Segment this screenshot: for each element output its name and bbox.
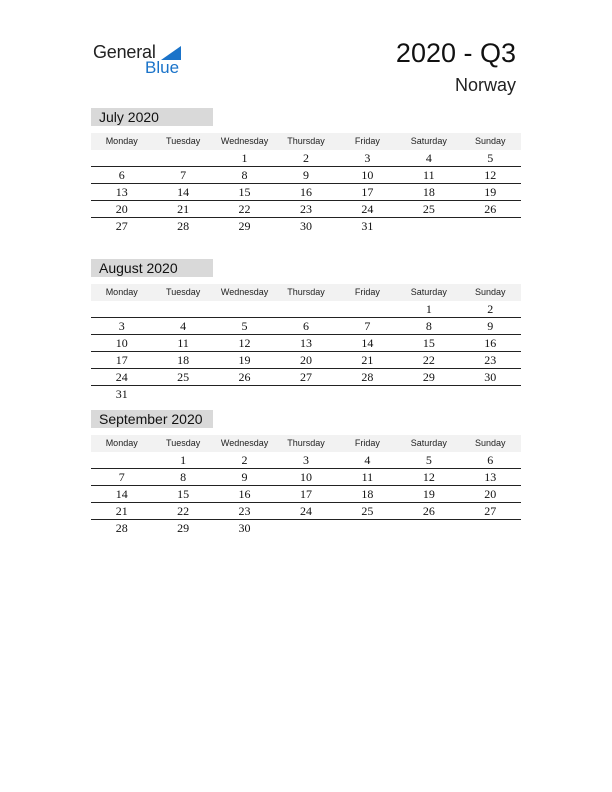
day-cell: 3	[364, 151, 371, 165]
day-cell: 4	[364, 453, 371, 467]
weekday-label: Tuesday	[166, 438, 201, 448]
day-cell: 22	[177, 504, 190, 518]
day-cell: 20	[484, 487, 497, 501]
day-cell: 13	[484, 470, 497, 484]
day-cell: 10	[299, 470, 312, 484]
day-cell: 2	[487, 302, 494, 316]
day-cell: 28	[115, 521, 128, 535]
week-row	[91, 318, 521, 335]
day-cell	[152, 386, 213, 402]
day-cell: 17	[299, 487, 312, 501]
day-cell: 10	[115, 336, 128, 350]
day-cell: 29	[238, 219, 251, 233]
day-cell: 17	[361, 185, 374, 199]
weekday-label: Tuesday	[166, 136, 201, 146]
day-cell: 23	[484, 353, 497, 367]
week-row	[91, 369, 521, 386]
day-cell: 15	[238, 185, 251, 199]
day-cell: 22	[422, 353, 435, 367]
day-cell: 12	[484, 168, 497, 182]
week-row	[91, 301, 521, 318]
day-cell: 21	[177, 202, 190, 216]
day-cell: 3	[118, 319, 125, 333]
day-cell: 25	[422, 202, 435, 216]
week-row	[91, 469, 521, 486]
day-cell: 5	[425, 453, 432, 467]
logo-text-blue: Blue	[145, 58, 180, 77]
week-row	[91, 352, 521, 369]
week-row	[91, 486, 521, 503]
month-name: July 2020	[91, 108, 213, 126]
weekday-label: Friday	[354, 438, 380, 448]
day-cell: 2	[302, 151, 309, 165]
weekday-label: Wednesday	[220, 287, 269, 297]
week-row	[91, 520, 521, 536]
weekday-label: Sunday	[474, 438, 506, 448]
day-cell: 12	[238, 336, 251, 350]
day-cell: 31	[361, 219, 374, 233]
day-cell: 12	[422, 470, 435, 484]
day-cell: 27	[484, 504, 497, 518]
day-cell	[152, 301, 213, 317]
weekday-header-row	[91, 435, 521, 452]
day-cell: 8	[425, 319, 432, 333]
weekday-label: Saturday	[410, 438, 447, 448]
day-cell: 22	[238, 202, 251, 216]
day-cell	[275, 386, 336, 402]
day-cell: 21	[361, 353, 374, 367]
day-cell: 11	[177, 336, 189, 350]
country-label: Norway	[454, 75, 516, 95]
day-cell: 1	[425, 302, 432, 316]
day-cell: 13	[115, 185, 128, 199]
day-cell: 18	[422, 185, 435, 199]
day-cell: 16	[484, 336, 497, 350]
day-cell: 25	[361, 504, 374, 518]
weekday-label: Tuesday	[166, 287, 201, 297]
day-cell: 11	[361, 470, 374, 484]
month-calendar	[91, 108, 521, 234]
weekday-label: Thursday	[287, 438, 325, 448]
day-cell: 14	[115, 487, 128, 501]
day-cell: 10	[361, 168, 374, 182]
day-cell	[275, 301, 336, 317]
day-cell: 19	[422, 487, 435, 501]
day-cell: 17	[115, 353, 128, 367]
weekday-label: Monday	[105, 136, 138, 146]
weekday-header-row	[91, 133, 521, 150]
day-cell: 28	[361, 370, 374, 384]
day-cell: 25	[177, 370, 190, 384]
day-cell: 20	[299, 353, 312, 367]
week-row	[91, 503, 521, 520]
day-cell: 16	[238, 487, 251, 501]
week-row	[91, 184, 521, 201]
day-cell: 13	[299, 336, 312, 350]
day-cell: 24	[115, 370, 128, 384]
day-cell: 7	[364, 319, 371, 333]
day-cell	[460, 218, 521, 234]
day-cell: 27	[115, 219, 128, 233]
day-cell: 26	[422, 504, 435, 518]
weekday-label: Wednesday	[220, 438, 269, 448]
day-cell: 30	[299, 219, 312, 233]
day-cell: 18	[177, 353, 190, 367]
day-cell: 20	[115, 202, 128, 216]
weekday-label: Thursday	[287, 287, 325, 297]
day-cell: 6	[302, 319, 309, 333]
week-row	[91, 386, 521, 402]
weekday-label: Friday	[354, 287, 380, 297]
day-cell: 1	[241, 151, 248, 165]
day-cell: 26	[484, 202, 497, 216]
day-cell: 9	[241, 470, 248, 484]
day-cell: 7	[180, 168, 187, 182]
day-cell: 28	[177, 219, 190, 233]
week-row	[91, 201, 521, 218]
weekday-label: Monday	[105, 438, 138, 448]
day-cell	[460, 386, 521, 402]
week-row	[91, 335, 521, 352]
day-cell	[152, 150, 213, 166]
day-cell	[214, 301, 275, 317]
day-cell	[337, 520, 398, 536]
day-cell: 15	[177, 487, 190, 501]
day-cell	[91, 301, 152, 317]
day-cell	[91, 150, 152, 166]
day-cell: 7	[118, 470, 125, 484]
day-cell	[214, 386, 275, 402]
weekday-label: Saturday	[410, 287, 447, 297]
week-row	[91, 167, 521, 184]
weekday-label: Monday	[105, 287, 138, 297]
day-cell: 6	[487, 453, 494, 467]
month-calendar	[91, 410, 521, 536]
day-cell: 1	[180, 453, 187, 467]
weekday-label: Sunday	[474, 287, 506, 297]
week-row	[91, 218, 521, 234]
day-cell: 8	[180, 470, 187, 484]
day-cell: 29	[422, 370, 435, 384]
day-cell: 9	[487, 319, 494, 333]
day-cell: 3	[302, 453, 309, 467]
page-title: 2020 - Q3	[395, 38, 516, 68]
day-cell: 5	[487, 151, 494, 165]
day-cell: 31	[115, 387, 128, 401]
day-cell: 6	[118, 168, 125, 182]
day-cell: 4	[425, 151, 432, 165]
day-cell: 16	[299, 185, 312, 199]
month-name: August 2020	[91, 259, 213, 277]
day-cell: 14	[361, 336, 374, 350]
day-cell	[398, 520, 459, 536]
logo-text-general: General	[93, 42, 156, 62]
day-cell: 19	[484, 185, 497, 199]
day-cell	[398, 386, 459, 402]
generalblue-logo	[93, 42, 193, 78]
day-cell: 27	[299, 370, 312, 384]
weekday-label: Friday	[354, 136, 380, 146]
day-cell	[460, 520, 521, 536]
week-row	[91, 452, 521, 469]
day-cell: 2	[241, 453, 248, 467]
weekday-label: Thursday	[287, 136, 325, 146]
day-cell: 11	[423, 168, 435, 182]
day-cell: 8	[241, 168, 248, 182]
day-cell: 5	[241, 319, 248, 333]
day-cell: 18	[361, 487, 374, 501]
day-cell	[337, 301, 398, 317]
day-cell: 23	[238, 504, 251, 518]
day-cell	[91, 452, 152, 468]
day-cell: 15	[422, 336, 435, 350]
day-cell: 9	[302, 168, 309, 182]
weekday-label: Wednesday	[220, 136, 269, 146]
day-cell	[275, 520, 336, 536]
month-name: September 2020	[91, 410, 213, 428]
month-calendar	[91, 259, 521, 402]
day-cell: 19	[238, 353, 251, 367]
day-cell: 14	[177, 185, 190, 199]
day-cell: 30	[238, 521, 251, 535]
day-cell	[398, 218, 459, 234]
day-cell: 30	[484, 370, 497, 384]
weekday-label: Sunday	[474, 136, 506, 146]
day-cell: 24	[299, 504, 312, 518]
day-cell: 21	[115, 504, 128, 518]
day-cell: 26	[238, 370, 251, 384]
week-row	[91, 150, 521, 167]
day-cell: 24	[361, 202, 374, 216]
weekday-label: Saturday	[410, 136, 447, 146]
day-cell: 23	[299, 202, 312, 216]
weekday-header-row	[91, 284, 521, 301]
day-cell	[337, 386, 398, 402]
day-cell: 29	[177, 521, 190, 535]
day-cell: 4	[180, 319, 187, 333]
